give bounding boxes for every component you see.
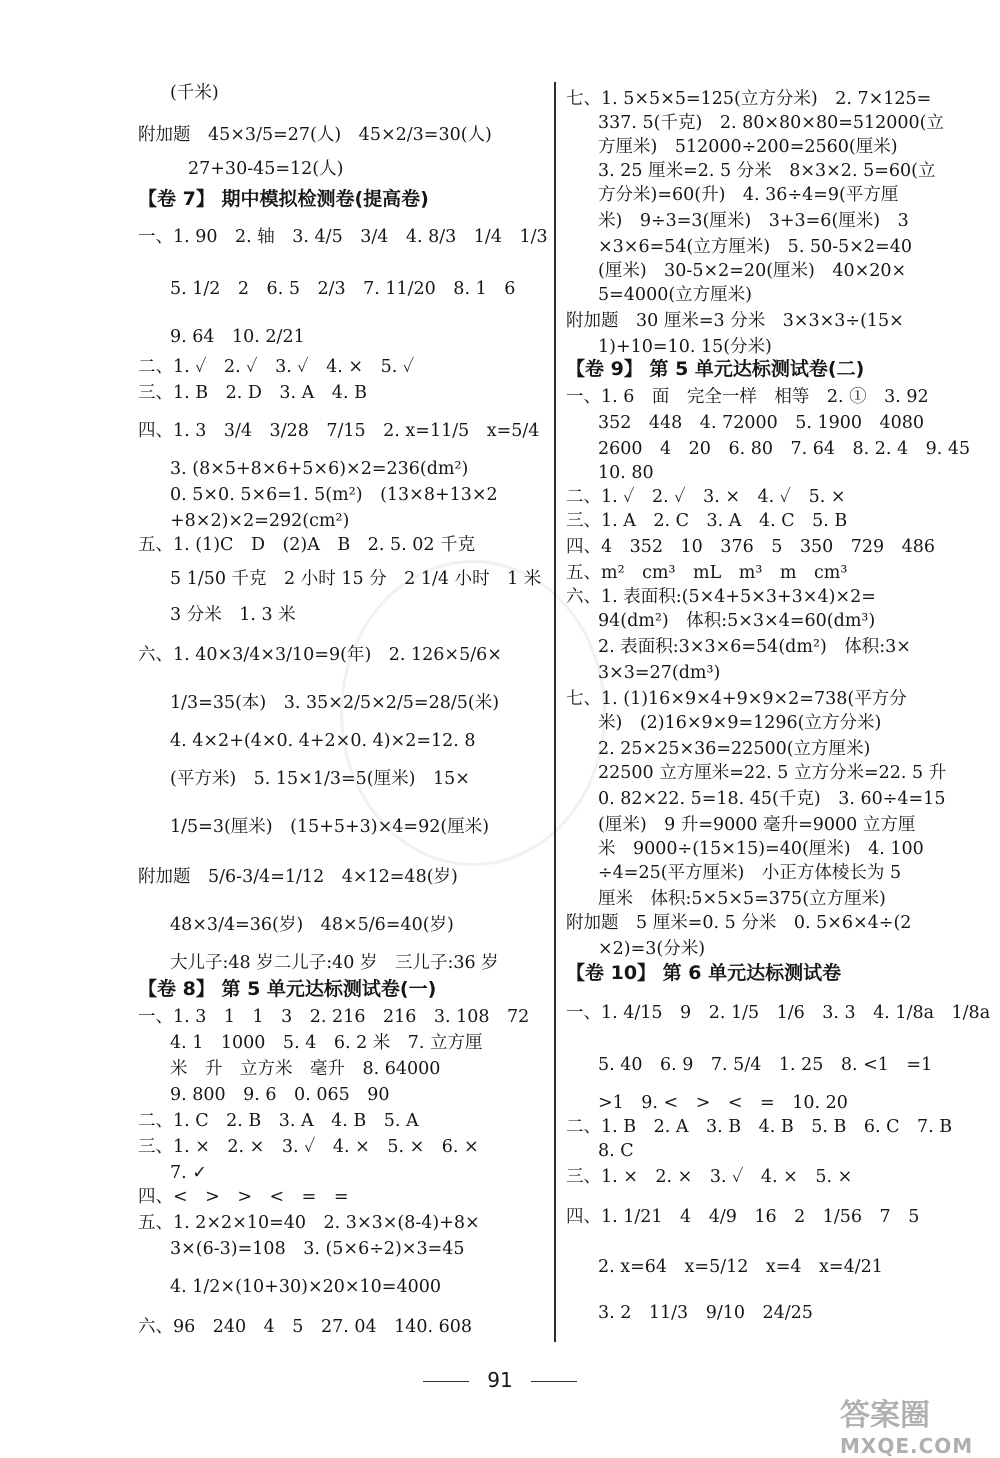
answer-line: ×2)=3(分米) — [598, 939, 706, 959]
answer-line: 9. 800 9. 6 0. 065 90 — [170, 1085, 390, 1105]
answer-line: 3. (8×5+8×6+5×6)×2=236(dm²) — [170, 459, 469, 479]
answer-line: 5. 40 6. 9 7. 5/4 1. 25 8. <1 =1 — [598, 1055, 933, 1075]
answer-line: 米) 9÷3=3(厘米) 3+3=6(厘米) 3 — [598, 211, 909, 231]
answer-line: 5 1/50 千克 2 小时 15 分 2 1/4 小时 1 米 — [170, 569, 542, 589]
dash-left — [423, 1381, 469, 1382]
answer-line: 0. 82×22. 5=18. 45(千克) 3. 60÷4=15 — [598, 789, 946, 809]
answer-line: 5=4000(立方厘米) — [598, 285, 752, 305]
answer-line: 9. 64 10. 2/21 — [170, 327, 305, 347]
column-divider — [554, 82, 556, 1342]
answer-line: ×3×6=54(立方厘米) 5. 50-5×2=40 — [598, 237, 912, 257]
answer-line: 二、1. C 2. B 3. A 4. B 5. A — [138, 1111, 419, 1131]
answer-line: 一、1. 6 面 完全一样 相等 2. ① 3. 92 — [566, 387, 929, 407]
answer-line: 【卷 8】 第 5 单元达标测试卷(一) — [138, 978, 437, 1000]
answer-line: 1/3=35(本) 3. 35×2/5×2/5=28/5(米) — [170, 693, 500, 713]
answer-line: 337. 5(千克) 2. 80×80×80=512000(立 — [598, 113, 945, 133]
answer-line: 大儿子:48 岁二儿子:40 岁 三儿子:36 岁 — [170, 953, 499, 973]
answer-line: 5. 1/2 2 6. 5 2/3 7. 11/20 8. 1 6 — [170, 279, 516, 299]
answer-line: 3×(6-3)=108 3. (5×6÷2)×3=45 — [170, 1239, 465, 1259]
answer-line: (平方米) 5. 15×1/3=5(厘米) 15× — [170, 769, 470, 789]
answer-line: 2. 表面积:3×3×6=54(dm²) 体积:3× — [598, 637, 911, 657]
answer-line: 10. 80 — [598, 463, 654, 483]
watermark-line1: 答案圈 — [840, 1398, 930, 1433]
answer-line: 0. 5×0. 5×6=1. 5(m²) (13×8+13×2 — [170, 485, 498, 505]
answer-line: 七、1. 5×5×5=125(立方分米) 2. 7×125= — [566, 89, 932, 109]
answer-line: 8. C — [598, 1141, 634, 1161]
watermark-line2: MXQE.COM — [840, 1434, 974, 1458]
answer-line: 3. 2 11/3 9/10 24/25 — [598, 1303, 813, 1323]
answer-line: 四、4 352 10 376 5 350 729 486 — [566, 537, 936, 557]
answer-line: 一、1. 3 1 1 3 2. 216 216 3. 108 72 — [138, 1007, 530, 1027]
answer-line: 三、1. × 2. × 3. ✓ 4. × 5. × 6. × — [138, 1137, 479, 1157]
answer-line: 五、1. (1)C D (2)A B 2. 5. 02 千克 — [138, 535, 476, 555]
answer-line: 米 9000÷(15×15)=40(厘米) 4. 100 — [598, 839, 924, 859]
answer-line: 22500 立方厘米=22. 5 立方分米=22. 5 升 — [598, 763, 947, 783]
answer-line: 米) (2)16×9×9=1296(立方分米) — [598, 713, 882, 733]
answer-line: 三、1. B 2. D 3. A 4. B — [138, 383, 367, 403]
answer-line: 3×3=27(dm³) — [598, 663, 721, 683]
answer-line: 一、1. 4/15 9 2. 1/5 1/6 3. 3 4. 1/8a 1/8a — [566, 1003, 991, 1023]
site-watermark-logo — [840, 1390, 990, 1458]
answer-line: 1/5=3(厘米) (15+5+3)×4=92(厘米) — [170, 817, 490, 837]
answer-line: 2. 25×25×36=22500(立方厘米) — [598, 739, 871, 759]
answer-line: (厘米) 9 升=9000 毫升=9000 立方厘 — [598, 815, 916, 835]
answer-line: 4. 4×2+(4×0. 4+2×0. 4)×2=12. 8 — [170, 731, 476, 751]
answer-line: 94(dm²) 体积:5×3×4=60(dm³) — [598, 611, 876, 631]
answer-line: +8×2)×2=292(cm²) — [170, 511, 350, 531]
dash-right — [531, 1381, 577, 1382]
answer-line: 四、1. 3 3/4 3/28 7/15 2. x=11/5 x=5/4 — [138, 421, 540, 441]
answer-line: ÷4=25(平方厘米) 小正方体棱长为 5 — [598, 863, 902, 883]
answer-line: 2. x=64 x=5/12 x=4 x=4/21 — [598, 1257, 883, 1277]
answer-line: 27+30-45=12(人) — [188, 159, 344, 179]
answer-line: 四、1. 1/21 4 4/9 16 2 1/56 7 5 — [566, 1207, 920, 1227]
answer-line: 3 分米 1. 3 米 — [170, 605, 296, 625]
answer-line: 三、1. × 2. × 3. ✓ 4. × 5. × — [566, 1167, 853, 1187]
answer-line: 7. ✓ — [170, 1163, 207, 1183]
answer-line: 六、96 240 4 5 27. 04 140. 608 — [138, 1317, 473, 1337]
answer-line: 七、1. (1)16×9×4+9×9×2=738(平方分 — [566, 689, 907, 709]
answer-line: 米 升 立方米 毫升 8. 64000 — [170, 1059, 441, 1079]
answer-line: 附加题 5/6-3/4=1/12 4×12=48(岁) — [138, 867, 458, 887]
page-number: 91 — [487, 1368, 513, 1392]
answer-line: 【卷 7】 期中模拟检测卷(提高卷) — [138, 188, 429, 210]
answer-line: 四、< > > < = = — [138, 1187, 349, 1207]
answer-line: 五、1. 2×2×10=40 2. 3×3×(8-4)+8× — [138, 1213, 480, 1233]
answer-line: 1)+10=10. 15(分米) — [598, 337, 772, 357]
page-number-footer — [0, 1368, 1000, 1392]
answer-line: 附加题 45×3/5=27(人) 45×2/3=30(人) — [138, 125, 492, 145]
answer-line: 附加题 30 厘米=3 分米 3×3×3÷(15× — [566, 311, 904, 331]
answer-line: 六、1. 40×3/4×3/10=9(年) 2. 126×5/6× — [138, 645, 502, 665]
answer-line: (厘米) 30-5×2=20(厘米) 40×20× — [598, 261, 907, 281]
answer-line: 2600 4 20 6. 80 7. 64 8. 2. 4 9. 45 — [598, 439, 971, 459]
answer-line: 二、1. B 2. A 3. B 4. B 5. B 6. C 7. B — [566, 1117, 953, 1137]
answer-line: 二、1. ✓ 2. ✓ 3. × 4. ✓ 5. × — [566, 487, 846, 507]
answer-line: 4. 1 1000 5. 4 6. 2 米 7. 立方厘 — [170, 1033, 483, 1053]
answer-line: 六、1. 表面积:(5×4+5×3+3×4)×2= — [566, 587, 876, 607]
answer-line: 方分米)=60(升) 4. 36÷4=9(平方厘 — [598, 185, 899, 205]
answer-line: >1 9. < > < = 10. 20 — [598, 1093, 848, 1113]
answer-line: 3. 25 厘米=2. 5 分米 8×3×2. 5=60(立 — [598, 161, 936, 181]
answer-line: (千米) — [170, 83, 219, 103]
answer-line: 4. 1/2×(10+30)×20×10=4000 — [170, 1277, 442, 1297]
answer-line: 附加题 5 厘米=0. 5 分米 0. 5×6×4÷(2 — [566, 913, 912, 933]
answer-line: 一、1. 90 2. 轴 3. 4/5 3/4 4. 8/3 1/4 1/3 — [138, 227, 548, 247]
answer-line: 352 448 4. 72000 5. 1900 4080 — [598, 413, 925, 433]
answer-line: 三、1. A 2. C 3. A 4. C 5. B — [566, 511, 848, 531]
answer-line: 二、1. ✓ 2. ✓ 3. ✓ 4. × 5. ✓ — [138, 357, 415, 377]
answer-line: 方厘米) 512000÷200=2560(厘米) — [598, 137, 898, 157]
answer-line: 【卷 10】 第 6 单元达标测试卷 — [566, 962, 842, 984]
answer-line: 48×3/4=36(岁) 48×5/6=40(岁) — [170, 915, 454, 935]
answer-line: 【卷 9】 第 5 单元达标测试卷(二) — [566, 358, 865, 380]
answer-line: 厘米 体积:5×5×5=375(立方厘米) — [598, 889, 886, 909]
answer-line: 五、m² cm³ mL m³ m cm³ — [566, 563, 848, 583]
